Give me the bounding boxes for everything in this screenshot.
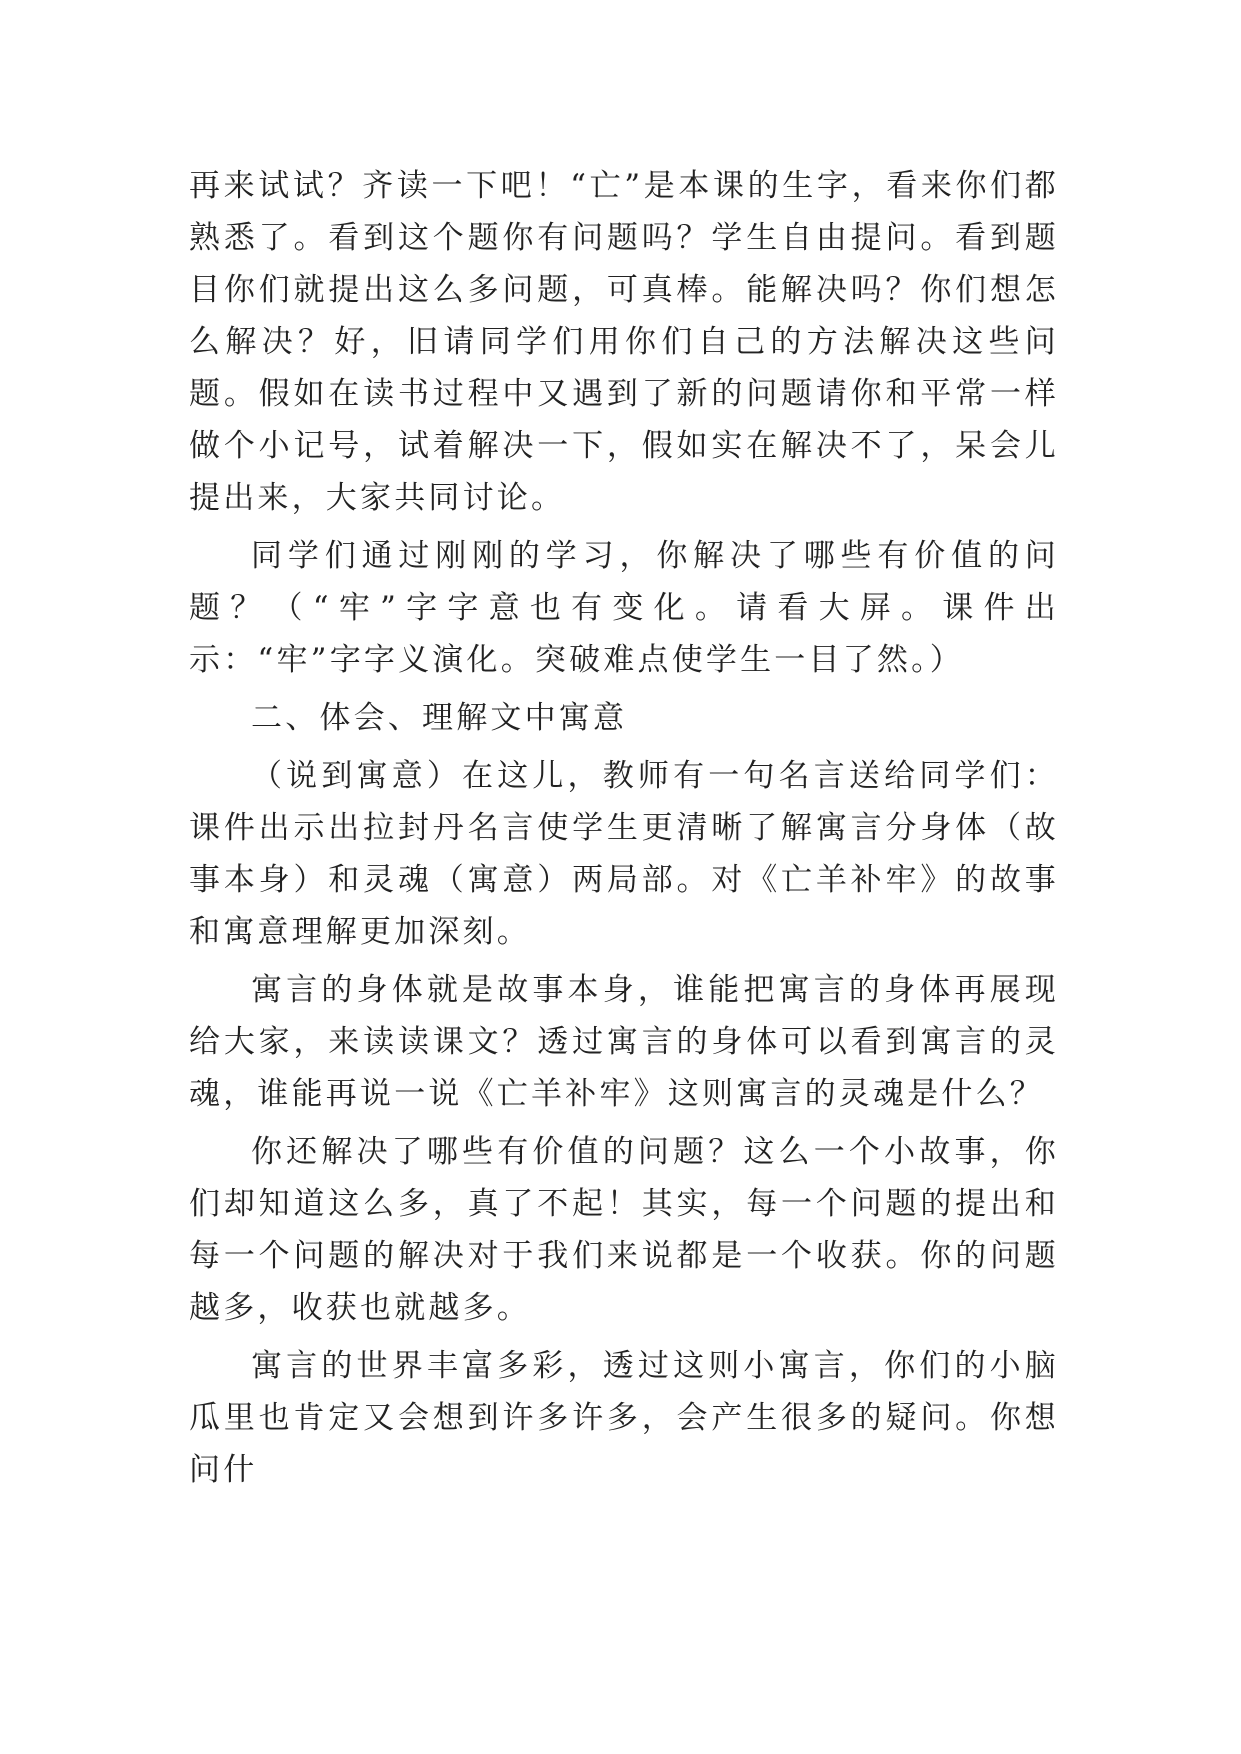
- paragraph-fable-world: 寓言的世界丰富多彩，透过这则小寓言，你们的小脑瓜里也肯定又会想到许多许多，会产生很多的疑问。你想问什: [189, 1348, 1059, 1488]
- section-heading: 二、体会、理解文中寓意: [251, 700, 628, 736]
- paragraph-learning-results: 同学们通过刚刚的学习，你解决了哪些有价值的问题？（“牢”字字意也有变化。请看大屏。课件出示：“牢”字字义演化。突破难点使学生一目了然。）: [189, 538, 1059, 678]
- paragraph-fable-body: 寓言的身体就是故事本身，谁能把寓言的身体再展现给大家，来读读课文？透过寓言的身体可以看到寓言的灵魂，谁能再说一说《亡羊补牢》这则寓言的灵魂是什么？: [189, 972, 1059, 1112]
- document-page: [189, 160, 1059, 1496]
- paragraph-moral-quote: （说到寓意）在这儿，教师有一句名言送给同学们：课件出示出拉封丹名言使学生更清晰了解寓言分身体（故事本身）和灵魂（寓意）两局部。对《亡羊补牢》的故事和寓意理解更加深刻。: [189, 758, 1059, 950]
- paragraph-intro-continuation: 再来试试？齐读一下吧！“亡”是本课的生字，看来你们都熟悉了。看到这个题你有问题吗？学生自由提问。看到题目你们就提出这么多问题，可真棒。能解决吗？你们想怎么解决？好，旧请同学们用你们自己的方法解决这些问题。假如在读书过程中又遇到了新的问题请你和平常一样做个小记号，试着解决一下，假如实在解决不了，呆会儿提出来，大家共同讨论。: [189, 168, 1059, 516]
- paragraph-valuable-questions: 你还解决了哪些有价值的问题？这么一个小故事，你们却知道这么多，真了不起！其实，每一个问题的提出和每一个问题的解决对于我们来说都是一个收获。你的问题越多，收获也就越多。: [189, 1134, 1059, 1326]
